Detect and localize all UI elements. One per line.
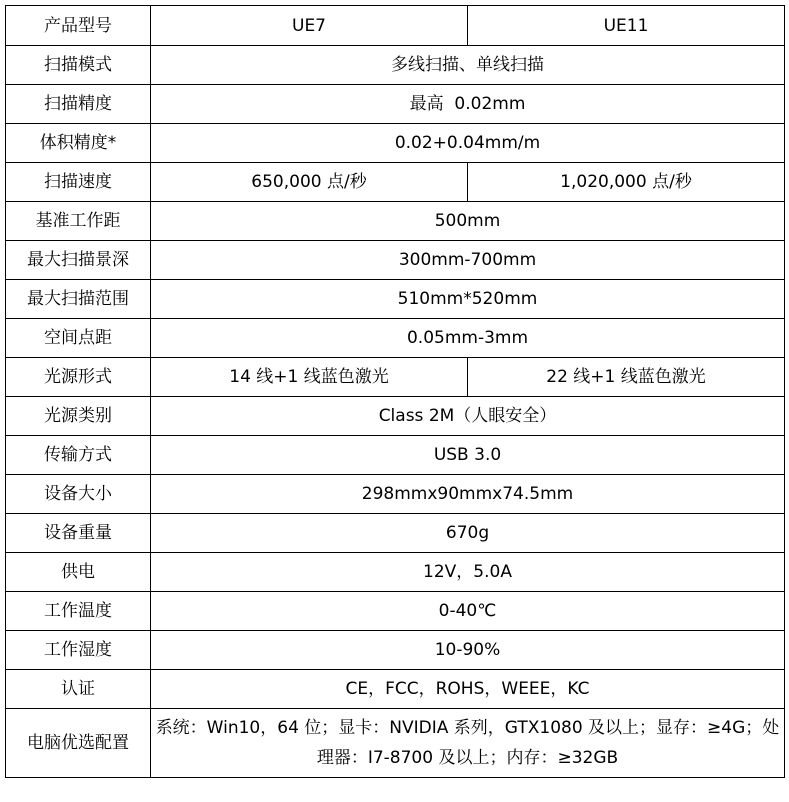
table-row [6, 124, 785, 163]
row-value: 510mm*520mm [151, 280, 785, 319]
row-label: 认证 [6, 670, 151, 709]
row-value: 0.05mm-3mm [151, 319, 785, 358]
row-value-ue11: 1,020,000 点/秒 [468, 163, 785, 202]
table-row [6, 358, 785, 397]
row-value: 多线扫描、单线扫描 [151, 46, 785, 85]
table-row [6, 202, 785, 241]
row-value: 300mm-700mm [151, 241, 785, 280]
header-model-ue11: UE11 [468, 6, 785, 46]
row-label: 电脑优选配置 [6, 709, 151, 778]
header-model-ue7: UE7 [151, 6, 468, 46]
row-label: 设备重量 [6, 514, 151, 553]
row-value: 500mm [151, 202, 785, 241]
table-row [6, 280, 785, 319]
row-label: 光源形式 [6, 358, 151, 397]
row-label: 体积精度* [6, 124, 151, 163]
row-value: Class 2M（人眼安全） [151, 397, 785, 436]
table-row [6, 163, 785, 202]
row-label: 供电 [6, 553, 151, 592]
table-row [6, 46, 785, 85]
table-row [6, 592, 785, 631]
table-row [6, 85, 785, 124]
table-row [6, 436, 785, 475]
row-value: 298mmx90mmx74.5mm [151, 475, 785, 514]
row-label: 传输方式 [6, 436, 151, 475]
row-label: 基准工作距 [6, 202, 151, 241]
row-value: 12V，5.0A [151, 553, 785, 592]
table-row [6, 553, 785, 592]
row-label: 最大扫描景深 [6, 241, 151, 280]
row-label: 扫描模式 [6, 46, 151, 85]
header-label: 产品型号 [6, 6, 151, 46]
table-row [6, 670, 785, 709]
row-value-ue11: 22 线+1 线蓝色激光 [468, 358, 785, 397]
row-value: 10-90% [151, 631, 785, 670]
row-value-ue7: 650,000 点/秒 [151, 163, 468, 202]
row-label: 扫描速度 [6, 163, 151, 202]
row-value: 系统：Win10，64 位；显卡：NVIDIA 系列，GTX1080 及以上；显存：≥4G；处理器：I7-8700 及以上；内存：≥32GB [151, 709, 785, 778]
row-value: 0.02+0.04mm/m [151, 124, 785, 163]
table-row [6, 319, 785, 358]
row-value: 670g [151, 514, 785, 553]
table-row [6, 514, 785, 553]
table-row [6, 241, 785, 280]
table-row [6, 475, 785, 514]
row-label: 工作温度 [6, 592, 151, 631]
row-label: 设备大小 [6, 475, 151, 514]
row-value: USB 3.0 [151, 436, 785, 475]
row-value: CE，FCC，ROHS，WEEE，KC [151, 670, 785, 709]
row-value-ue7: 14 线+1 线蓝色激光 [151, 358, 468, 397]
row-label: 工作湿度 [6, 631, 151, 670]
table-row [6, 631, 785, 670]
table-row [6, 709, 785, 778]
row-label: 光源类别 [6, 397, 151, 436]
row-value: 最高 0.02mm [151, 85, 785, 124]
row-label: 扫描精度 [6, 85, 151, 124]
row-label: 最大扫描范围 [6, 280, 151, 319]
row-value: 0-40℃ [151, 592, 785, 631]
table-row [6, 397, 785, 436]
table-header-row [6, 6, 785, 46]
spec-table [5, 5, 785, 778]
row-label: 空间点距 [6, 319, 151, 358]
